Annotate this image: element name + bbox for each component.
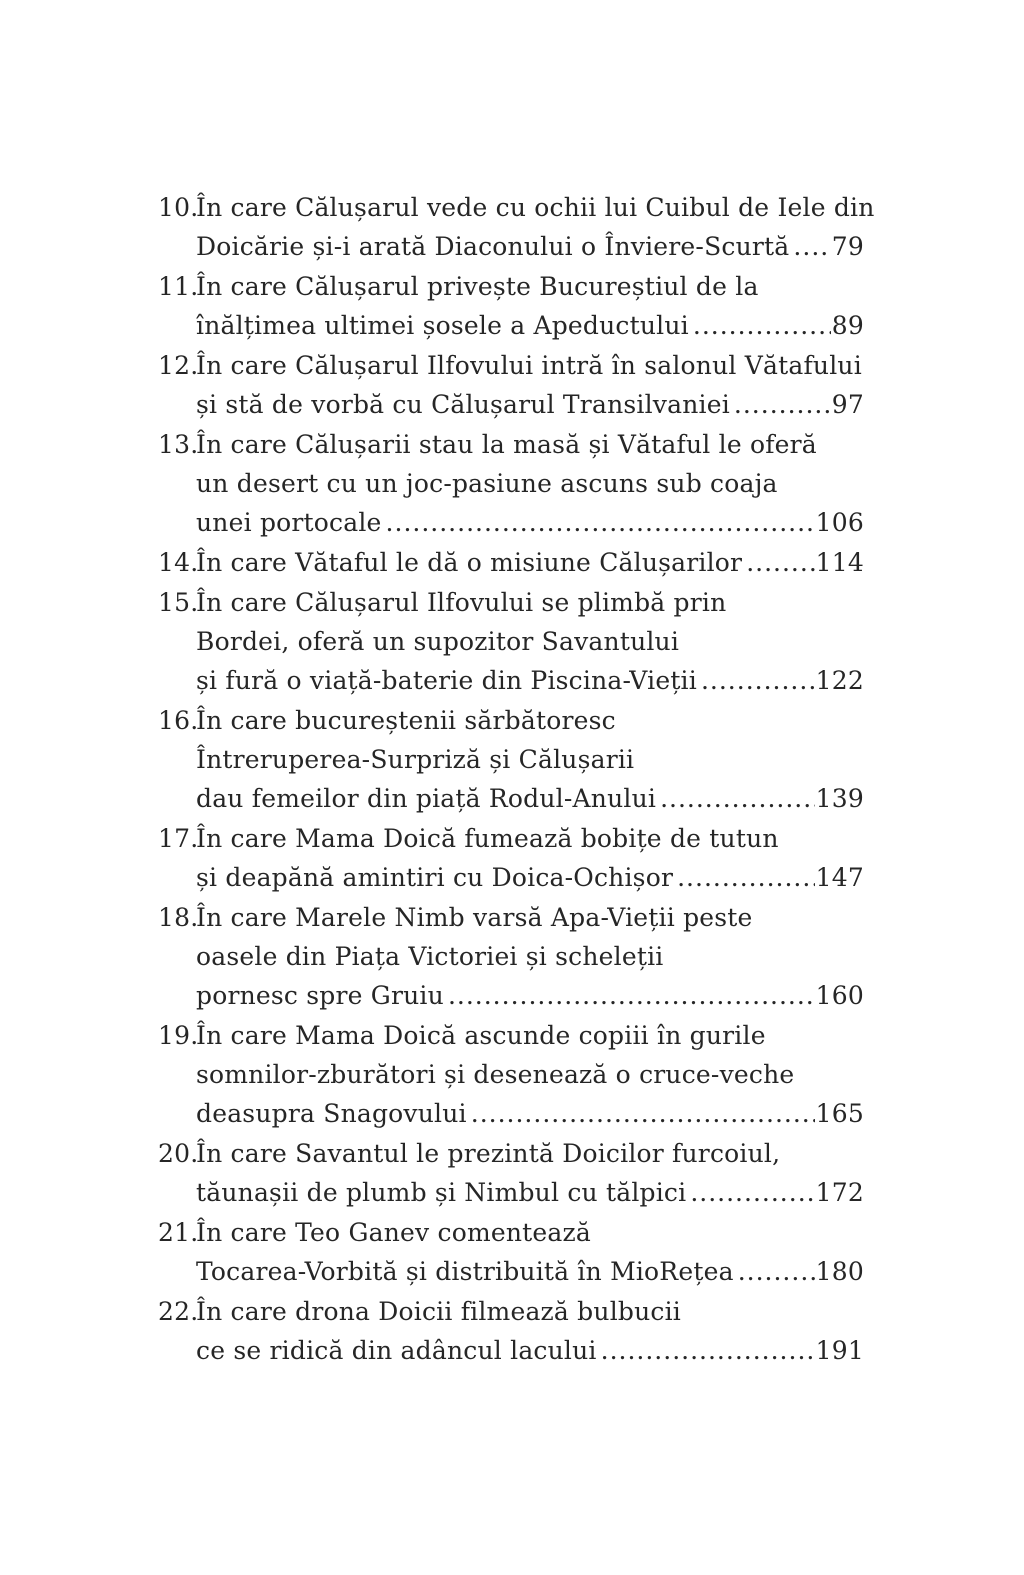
dot-leader xyxy=(448,976,815,1015)
chapter-title-line xyxy=(196,227,864,266)
chapter-title-text: pornesc spre Gruiu xyxy=(196,981,444,1010)
chapter-title-line xyxy=(196,858,864,897)
page-number: 160 xyxy=(815,981,864,1010)
chapter-title-line: În care drona Doicii filmează bulbucii xyxy=(196,1297,681,1326)
page-number: 114 xyxy=(815,548,864,577)
dot-leader xyxy=(793,227,830,266)
chapter-number: 21. xyxy=(158,1218,199,1247)
chapter-title-line: somnilor-zburători și desenează o cruce-veche xyxy=(196,1060,795,1089)
chapter-title-text: înălțimea ultimei șosele a Apeductului xyxy=(196,311,689,340)
chapter-title xyxy=(196,425,864,542)
chapter-title-text: și fură o viață-baterie din Piscina-Vieții xyxy=(196,666,697,695)
chapter-title-line: În care Călușarul privește Bucureștiul de la xyxy=(196,272,759,301)
chapter-title-line xyxy=(196,1094,864,1133)
chapter-title-text: Doicărie și-i arată Diaconului o Înviere-Scurtă xyxy=(196,232,790,261)
toc-entry xyxy=(158,701,864,818)
page-number: 172 xyxy=(815,1178,864,1207)
toc-entry xyxy=(158,425,864,542)
chapter-title-text: unei portocale xyxy=(196,508,382,537)
chapter-title-line: În care bucureștenii sărbătoresc xyxy=(196,706,616,735)
page-number: 122 xyxy=(815,666,864,695)
toc-entry xyxy=(158,819,864,897)
chapter-number: 10. xyxy=(158,193,199,222)
chapter-title xyxy=(196,819,864,897)
chapter-title-line xyxy=(196,385,864,424)
chapter-title-text: tăunașii de plumb și Nimbul cu tălpici xyxy=(196,1178,687,1207)
chapter-number: 16. xyxy=(158,706,199,735)
toc-entry xyxy=(158,267,864,345)
chapter-title xyxy=(196,583,864,700)
chapter-title-line: În care Călușarul vede cu ochii lui Cuibul de Iele din xyxy=(196,193,875,222)
chapter-title-line: Întreruperea-Surpriză și Călușarii xyxy=(196,745,635,774)
chapter-title-line xyxy=(196,661,864,700)
dot-leader xyxy=(693,306,831,345)
chapter-title-line xyxy=(196,503,864,542)
chapter-title-line: În care Mama Doică ascunde copiii în gurile xyxy=(196,1021,766,1050)
chapter-title-line: În care Călușarul Ilfovului intră în salonul Vătafului xyxy=(196,351,862,380)
toc-entry xyxy=(158,1213,864,1291)
chapter-number: 14. xyxy=(158,548,199,577)
chapter-title-line xyxy=(196,306,864,345)
chapter-title-text: dau femeilor din piață Rodul-Anului xyxy=(196,784,657,813)
chapter-title-line xyxy=(196,1252,864,1291)
dot-leader xyxy=(471,1094,815,1133)
chapter-title-line: În care Teo Ganev comentează xyxy=(196,1218,591,1247)
toc-entry xyxy=(158,1016,864,1133)
chapter-title-line xyxy=(196,543,864,582)
chapter-title xyxy=(196,898,864,1015)
dot-leader xyxy=(677,858,815,897)
dot-leader xyxy=(701,661,815,700)
toc-entry xyxy=(158,346,864,424)
page-number: 147 xyxy=(815,863,864,892)
chapter-number: 22. xyxy=(158,1297,199,1326)
chapter-title xyxy=(196,1016,864,1133)
chapter-title-line: În care Călușarul Ilfovului se plimbă prin xyxy=(196,588,727,617)
dot-leader xyxy=(738,1252,815,1291)
chapter-title-line: În care Călușarii stau la masă și Vătaful le oferă xyxy=(196,430,817,459)
chapter-number: 12. xyxy=(158,351,199,380)
chapter-title-line xyxy=(196,976,864,1015)
chapter-title xyxy=(196,188,875,266)
table-of-contents xyxy=(158,188,875,1371)
chapter-number: 17. xyxy=(158,824,199,853)
chapter-title xyxy=(196,1292,864,1370)
chapter-title-text: și deapănă amintiri cu Doica-Ochișor xyxy=(196,863,674,892)
page-number: 191 xyxy=(815,1336,864,1365)
chapter-title xyxy=(196,543,864,582)
chapter-number: 19. xyxy=(158,1021,199,1050)
dot-leader xyxy=(734,385,831,424)
chapter-title-line: oasele din Piața Victoriei și scheleții xyxy=(196,942,664,971)
chapter-title-text: deasupra Snagovului xyxy=(196,1099,467,1128)
chapter-title-text: și stă de vorbă cu Călușarul Transilvaniei xyxy=(196,390,730,419)
chapter-title-line: Bordei, oferă un supozitor Savantului xyxy=(196,627,680,656)
page-number: 180 xyxy=(815,1257,864,1286)
chapter-title-line: În care Mama Doică fumează bobițe de tutun xyxy=(196,824,779,853)
dot-leader xyxy=(386,503,815,542)
dot-leader xyxy=(746,543,814,582)
chapter-number: 15. xyxy=(158,588,199,617)
chapter-title xyxy=(196,1213,864,1291)
chapter-number: 20. xyxy=(158,1139,199,1168)
chapter-number: 18. xyxy=(158,903,199,932)
chapter-title-text: Tocarea-Vorbită și distribuită în MioRețea xyxy=(196,1257,734,1286)
chapter-number: 13. xyxy=(158,430,199,459)
page-number: 89 xyxy=(831,311,864,340)
dot-leader xyxy=(660,779,815,818)
chapter-number: 11. xyxy=(158,272,199,301)
toc-entry xyxy=(158,898,864,1015)
page-number: 165 xyxy=(815,1099,864,1128)
chapter-title-line xyxy=(196,1331,864,1370)
chapter-title xyxy=(196,1134,864,1212)
dot-leader xyxy=(690,1173,814,1212)
toc-entry xyxy=(158,543,864,582)
chapter-title xyxy=(196,701,864,818)
page-number: 79 xyxy=(831,232,864,261)
page-number: 97 xyxy=(831,390,864,419)
toc-entry xyxy=(158,188,875,266)
toc-entry xyxy=(158,1134,864,1212)
chapter-title-text: ce se ridică din adâncul lacului xyxy=(196,1336,597,1365)
chapter-title-line: un desert cu un joc-pasiune ascuns sub coaja xyxy=(196,469,778,498)
chapter-title-text: În care Vătaful le dă o misiune Călușarilor xyxy=(196,548,743,577)
chapter-title-line: În care Savantul le prezintă Doicilor furcoiul, xyxy=(196,1139,781,1168)
chapter-title-line xyxy=(196,1173,864,1212)
page-number: 106 xyxy=(815,508,864,537)
chapter-title-line xyxy=(196,779,864,818)
chapter-title-line: În care Marele Nimb varsă Apa-Vieții peste xyxy=(196,903,753,932)
dot-leader xyxy=(601,1331,815,1370)
chapter-title xyxy=(196,346,864,424)
chapter-title xyxy=(196,267,864,345)
toc-entry xyxy=(158,1292,864,1370)
toc-entry xyxy=(158,583,864,700)
page-number: 139 xyxy=(815,784,864,813)
